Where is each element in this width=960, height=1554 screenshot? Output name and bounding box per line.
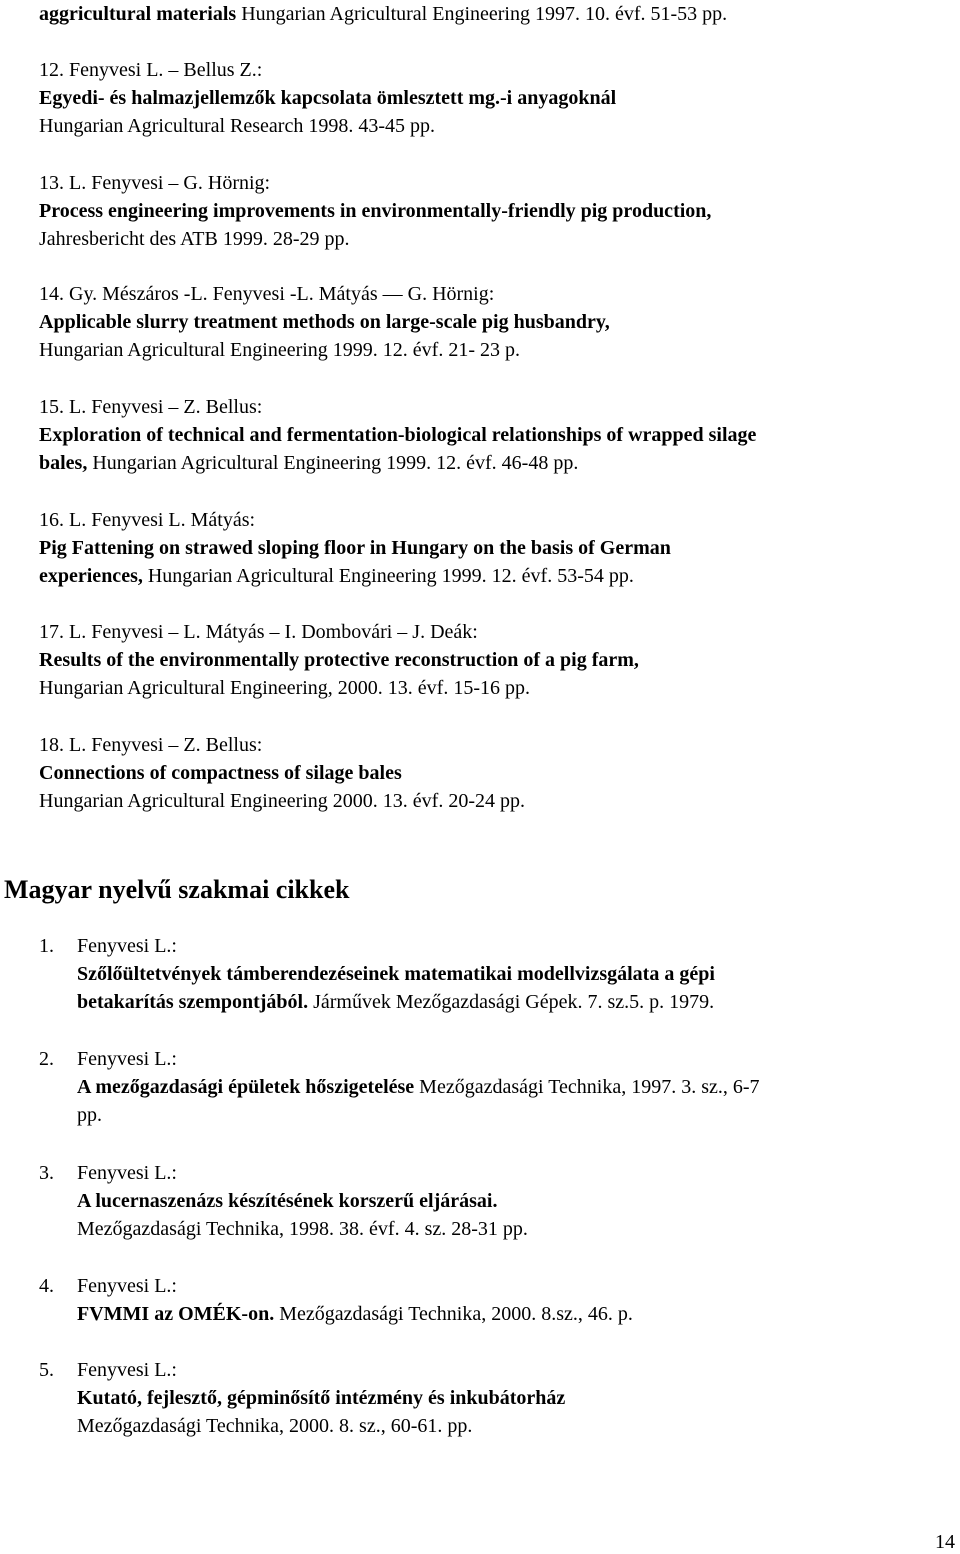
reference-source-cont: Mezőgazdasági Technika, 2000. 8. sz., 60-61. pp. [77, 1415, 473, 1437]
reference-source: Hungarian Agricultural Engineering 1999. 12. évf. 46-48 pp. [87, 452, 579, 474]
reference-title: Applicable slurry treatment methods on large-scale pig husbandry, [39, 311, 610, 333]
reference-authors: 12. Fenyvesi L. – Bellus Z.: [39, 59, 263, 81]
hu-reference-item-2 [77, 1045, 947, 1129]
reference-title: A lucernaszenázs készítésének korszerű eljárásai. [77, 1190, 498, 1212]
reference-continuation [39, 0, 954, 28]
reference-title: A mezőgazdasági épületek hőszigetelése [77, 1076, 415, 1098]
section-heading: Magyar nyelvű szakmai cikkek [4, 875, 350, 904]
reference-item-16 [39, 506, 954, 590]
reference-title: Kutató, fejlesztő, gépminősítő intézmény és inkubátorház [77, 1387, 566, 1409]
list-number: 5. [39, 1359, 54, 1381]
reference-source: Hungarian Agricultural Engineering 2000. 13. évf. 20-24 pp. [39, 790, 525, 812]
reference-title: aggricultural materials [39, 3, 237, 25]
list-number: 2. [39, 1048, 54, 1070]
reference-authors: Fenyvesi L.: [77, 935, 177, 957]
reference-authors: 18. L. Fenyvesi – Z. Bellus: [39, 734, 263, 756]
reference-source: Hungarian Agricultural Engineering 1999. 12. évf. 21- 23 p. [39, 339, 520, 361]
reference-title: Connections of compactness of silage bales [39, 762, 402, 784]
reference-title: Exploration of technical and fermentation-biological relationships of wrapped silage [39, 424, 757, 446]
reference-source: Jahresbericht des ATB 1999. 28-29 pp. [39, 228, 350, 250]
reference-item-13 [39, 169, 954, 253]
reference-title-cont: experiences, [39, 565, 143, 587]
reference-title: Process engineering improvements in environmentally-friendly pig production, [39, 200, 712, 222]
reference-source: Hungarian Agricultural Engineering 1997. 10. évf. 51-53 pp. [236, 3, 728, 25]
reference-authors: Fenyvesi L.: [77, 1275, 177, 1297]
reference-authors: 14. Gy. Mészáros -L. Fenyvesi -L. Mátyás — G. Hörnig: [39, 283, 495, 305]
reference-item-17 [39, 618, 954, 702]
reference-title: Results of the environmentally protective reconstruction of a pig farm, [39, 649, 639, 671]
reference-authors: Fenyvesi L.: [77, 1359, 177, 1381]
reference-title-cont: bales, [39, 452, 88, 474]
reference-authors: Fenyvesi L.: [77, 1048, 177, 1070]
page-number: 14 [935, 1531, 955, 1553]
reference-item-18 [39, 731, 954, 815]
hu-reference-item-1 [77, 932, 947, 1016]
hu-reference-item-5 [77, 1356, 947, 1440]
reference-authors: 15. L. Fenyvesi – Z. Bellus: [39, 396, 263, 418]
hu-reference-item-3 [77, 1159, 947, 1243]
reference-item-15 [39, 393, 954, 477]
reference-item-12 [39, 56, 954, 140]
reference-authors: 13. L. Fenyvesi – G. Hörnig: [39, 172, 271, 194]
reference-source-cont: Járművek Mezőgazdasági Gépek. 7. sz.5. p. 1979. [308, 991, 715, 1013]
reference-source-cont: Mezőgazdasági Technika, 1998. 38. évf. 4. sz. 28-31 pp. [77, 1218, 528, 1240]
reference-source: Hungarian Agricultural Engineering, 2000. 13. évf. 15-16 pp. [39, 677, 530, 699]
reference-item-14 [39, 280, 954, 364]
reference-authors: 17. L. Fenyvesi – L. Mátyás – I. Dombovári – J. Deák: [39, 621, 478, 643]
reference-source: Mezőgazdasági Technika, 1997. 3. sz., 6-7 [414, 1076, 760, 1098]
list-number: 1. [39, 935, 54, 957]
hu-reference-item-4 [77, 1272, 947, 1328]
reference-title: FVMMI az OMÉK-on. [77, 1303, 275, 1325]
reference-source: Hungarian Agricultural Research 1998. 43-45 pp. [39, 115, 436, 137]
reference-title: Pig Fattening on strawed sloping floor in Hungary on the basis of German [39, 537, 671, 559]
reference-source: Mezőgazdasági Technika, 2000. 8.sz., 46. p. [274, 1303, 633, 1325]
reference-title: Szőlőültetvények támberendezéseinek matematikai modellvizsgálata a gépi [77, 963, 715, 985]
reference-title: Egyedi- és halmazjellemzők kapcsolata ömlesztett mg.-i anyagoknál [39, 87, 617, 109]
list-number: 4. [39, 1275, 54, 1297]
reference-authors: Fenyvesi L.: [77, 1162, 177, 1184]
reference-authors: 16. L. Fenyvesi L. Mátyás: [39, 509, 256, 531]
reference-title-cont: betakarítás szempontjából. [77, 991, 309, 1013]
reference-source-cont: pp. [77, 1104, 102, 1126]
reference-source: Hungarian Agricultural Engineering 1999. 12. évf. 53-54 pp. [142, 565, 634, 587]
list-number: 3. [39, 1162, 54, 1184]
